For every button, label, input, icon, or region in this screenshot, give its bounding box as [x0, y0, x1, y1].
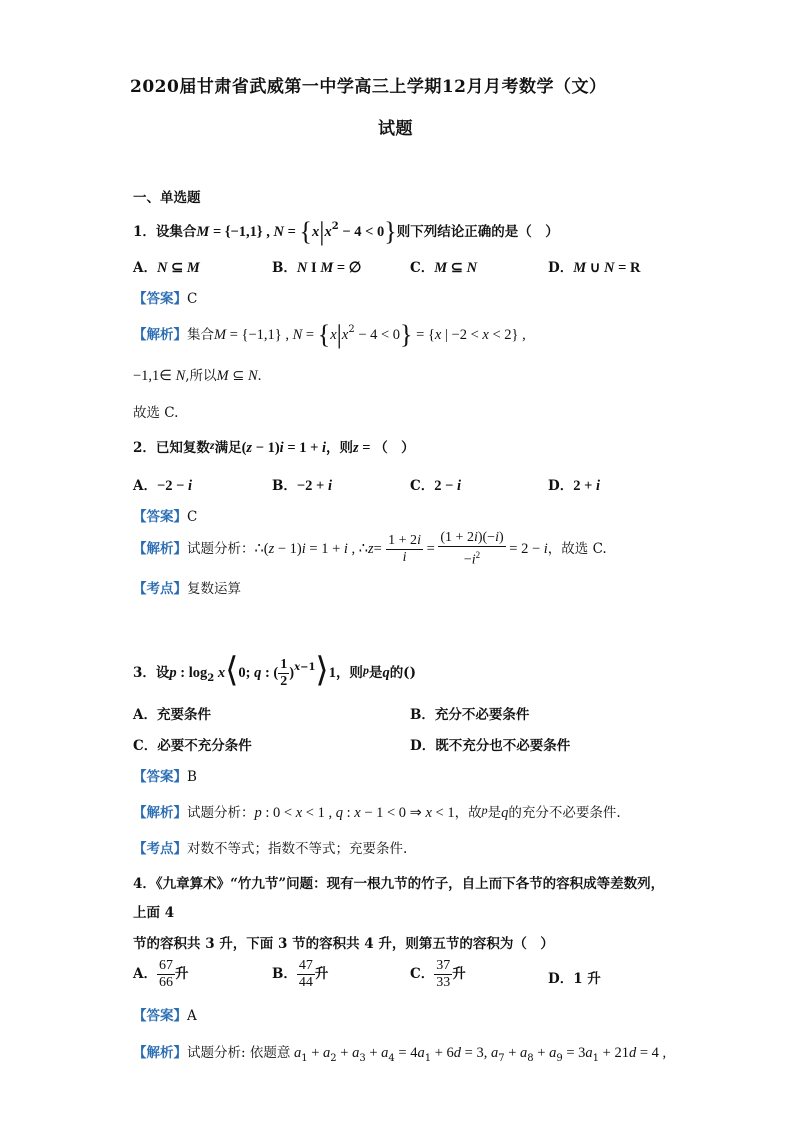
q3-option-a: A．充要条件: [133, 707, 211, 723]
q2-answer: 【答案】C: [133, 509, 198, 525]
q4-analysis: 【解析】试题分析: 依题意 $a_1 + a_2 + a_3 + a_4 = 4a_1 + 6d = 3$, $a_7 + a_8 + a_9 = 3a_1 + 21d = 4$ ,: [133, 1045, 667, 1064]
q4-option-c: C． $\frac{37}{33}$ 升: [410, 958, 466, 990]
q4-option-b: B． $\frac{47}{44}$ 升: [272, 958, 329, 990]
question-1: 1．设集合M = {−1,1} , $N = \{x|x^2 - 4 < 0\}$则下列结论正确的是（ ）: [133, 217, 559, 246]
q1-option-a: A．N ⊆ M: [133, 260, 200, 276]
q1-conclusion: 故选 C.: [133, 405, 179, 421]
section-heading: 一、单选题: [133, 190, 201, 206]
q1-option-c: C．M ⊆ N: [410, 260, 478, 276]
q3-answer: 【答案】B: [133, 769, 197, 785]
q2-option-c: C．2 − i: [410, 478, 462, 494]
question-4-line2: 上面 4: [133, 905, 175, 921]
q2-point: 【考点】复数运算: [133, 581, 241, 597]
q2-option-d: D．2 + i: [548, 478, 601, 494]
q1-answer: 【答案】C: [133, 291, 198, 307]
q1-option-d: D．M ∪ N = R: [548, 260, 641, 276]
q3-option-c: C．必要不充分条件: [133, 738, 252, 754]
question-2: 2．已知复数z满足(z − 1)i = 1 + i，则z = （ ）: [133, 438, 415, 456]
page-title-line2: 试题: [378, 119, 413, 139]
question-3: 3．设p : $\log_2$ x⟨0; q : ( $\frac{1}{2}$ )$^{x-1}$⟩1，则p是q的(): [133, 652, 416, 689]
q1-option-b: B．N I M = ∅: [272, 260, 362, 276]
q3-option-b: B．充分不必要条件: [410, 707, 530, 723]
q3-option-d: D．既不充分也不必要条件: [410, 738, 571, 754]
q1-analysis: 【解析】集合M = {−1,1} , $N = \{x|x^2 - 4 < 0\} = \{x$ | −2 < x < 2} ,: [133, 320, 526, 349]
page-title: 2020届甘肃省武威第一中学高三上学期12月月考数学（文）: [130, 77, 607, 97]
q4-option-d: D．1 升: [548, 971, 601, 987]
q4-option-a: A． $\frac{67}{66}$ 升: [133, 958, 189, 990]
question-4-line1: 4．《九章算术》“竹九节”问题：现有一根九节的竹子，自上而下各节的容积成等差数列，: [133, 876, 665, 892]
q3-analysis: 【解析】试题分析：p : 0 < x < 1 , q : x − 1 < 0 ⇒ x < 1，故p是q的充分不必要条件.: [133, 803, 621, 821]
q2-option-b: B．−2 + i: [272, 478, 332, 494]
q4-answer: 【答案】A: [133, 1008, 197, 1024]
q3-point: 【考点】对数不等式；指数不等式；充要条件.: [133, 841, 408, 857]
question-4-line3: 节的容积共 3 升，下面 3 节的容积共 4 升，则第五节的容积为（ ）: [133, 936, 554, 952]
q1-analysis-line2: −1,1∈ N,所以M ⊆ N.: [133, 368, 262, 384]
q2-option-a: A．−2 − i: [133, 478, 193, 494]
q2-analysis: 【解析】试题分析：∴(z − 1)i = 1 + i , ∴z= $\frac{1 + 2i}{i}$ = $\frac{(1 + 2i)(-i)}{-i^2}$ = 2 − i，故选 C.: [133, 530, 607, 568]
